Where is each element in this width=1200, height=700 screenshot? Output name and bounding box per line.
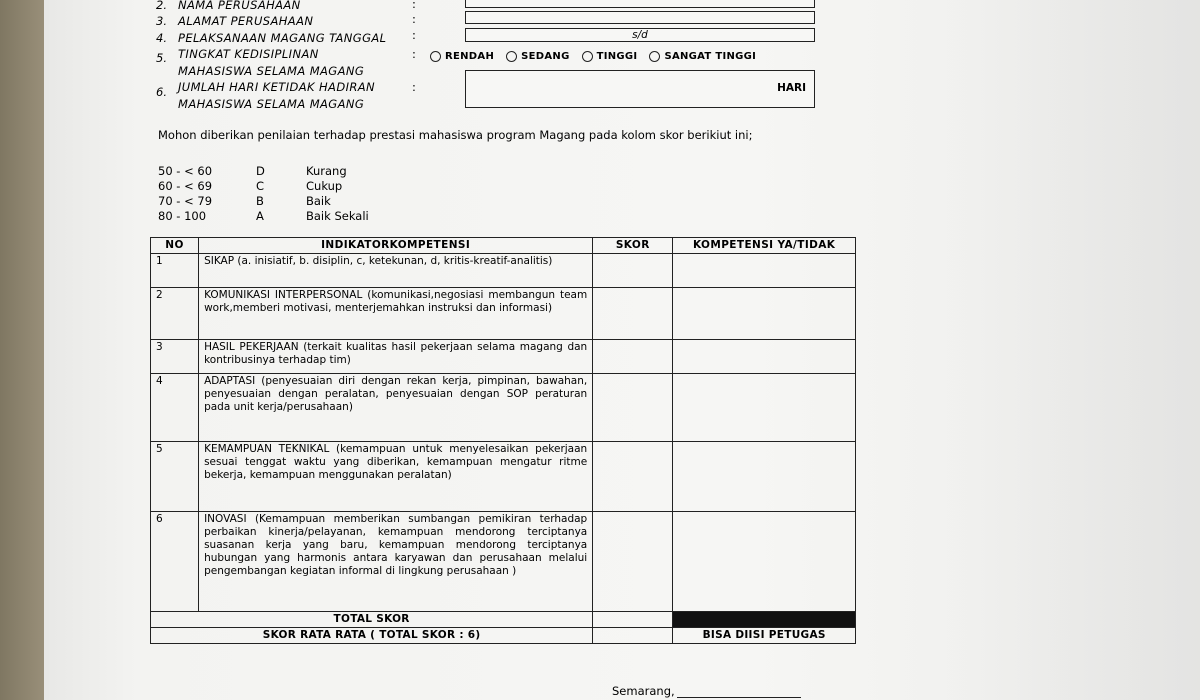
date-line[interactable]	[677, 697, 801, 698]
field-number: 5.	[156, 51, 167, 65]
score-cell[interactable]	[593, 374, 673, 442]
score-scale	[158, 164, 369, 224]
field-number: 3.	[156, 14, 167, 28]
row-indicator: ADAPTASI (penyesuaian diri dengan rekan kerja, pimpinan, bawahan, penyesuaian dengan peralatan, penyesuaian dengan SOP peraturan pada unit kerja/perusahaan)	[199, 374, 593, 442]
intro-text: Mohon diberikan penilaian terhadap prestasi mahasiswa program Magang pada kolom skor berikiut ini;	[158, 128, 753, 142]
radio-circle-icon[interactable]	[582, 51, 593, 62]
blacked-out-cell	[673, 612, 856, 628]
row-number: 1	[151, 254, 199, 288]
signature-place	[612, 684, 801, 698]
discipline-options	[430, 51, 756, 62]
table-row	[151, 288, 856, 340]
radio-circle-icon[interactable]	[506, 51, 517, 62]
scale-row: 70 - < 79 B Baik	[158, 194, 331, 208]
competence-cell[interactable]	[673, 288, 856, 340]
radio-circle-icon[interactable]	[649, 51, 660, 62]
company-address-field[interactable]	[465, 11, 815, 24]
field-colon: :	[412, 0, 416, 11]
absence-days-field[interactable]	[465, 70, 815, 108]
date-separator: s/d	[632, 29, 648, 41]
row-number: 6	[151, 512, 199, 612]
field-colon: :	[412, 80, 416, 94]
row-indicator: SIKAP (a. inisiatif, b. disiplin, c, ketekunan, d, kritis-kreatif-analitis)	[199, 254, 593, 288]
field-label-company-name: NAMA PERUSAHAAN	[178, 0, 301, 12]
competence-cell[interactable]	[673, 254, 856, 288]
field-number: 2.	[156, 0, 167, 12]
row-indicator: INOVASI (Kemampuan memberikan sumbangan pemikiran terhadap perbaikan kinerja/pelayanan, kemampuan mendorong terciptanya suasanan kerja yang baru, kemampuan mendorong terciptanya hubungan yang harmonis antara karyawan dan perusahaan melalui pengembangan kegiatan informal di lingkung perusahaan )	[199, 512, 593, 612]
field-label-internship-date: PELAKSANAAN MAGANG TANGGAL	[178, 31, 387, 45]
average-score-label: SKOR RATA RATA ( TOTAL SKOR : 6)	[151, 628, 593, 644]
field-colon: :	[412, 28, 416, 42]
field-label-company-address: ALAMAT PERUSAHAAN	[178, 14, 314, 28]
officer-note: BISA DIISI PETUGAS	[673, 628, 856, 644]
table-row	[151, 340, 856, 374]
table-row	[151, 254, 856, 288]
score-cell[interactable]	[593, 512, 673, 612]
field-label-discipline: TINGKAT KEDISIPLINAN MAHASISWA SELAMA MAGANG	[178, 47, 365, 78]
field-colon: :	[412, 12, 416, 26]
scale-row: 80 - 100 A Baik Sekali	[158, 209, 369, 223]
internship-date-field[interactable]	[465, 28, 815, 42]
row-number: 5	[151, 442, 199, 512]
competence-cell[interactable]	[673, 374, 856, 442]
row-indicator: KEMAMPUAN TEKNIKAL (kemampuan untuk menyelesaikan pekerjaan sesuai tenggat waktu yang diberikan, kemampuan mengatur ritme bekerja, kemampuan menggunakan peralatan)	[199, 442, 593, 512]
score-cell[interactable]	[593, 288, 673, 340]
row-number: 4	[151, 374, 199, 442]
row-indicator: KOMUNIKASI INTERPERSONAL (komunikasi,negosiasi membangun team work,memberi motivasi, menterjemahkan instruksi dan informasi)	[199, 288, 593, 340]
scale-row: 50 - < 60 D Kurang	[158, 164, 347, 178]
desk-background	[0, 0, 46, 700]
radio-tinggi[interactable]: TINGGI	[582, 51, 638, 62]
score-cell[interactable]	[593, 254, 673, 288]
competence-cell[interactable]	[673, 442, 856, 512]
radio-sangat-tinggi[interactable]: SANGAT TINGGI	[649, 51, 756, 62]
radio-rendah[interactable]: RENDAH	[430, 51, 494, 62]
table-row	[151, 512, 856, 612]
radio-circle-icon[interactable]	[430, 51, 441, 62]
radio-sedang[interactable]: SEDANG	[506, 51, 569, 62]
row-number: 2	[151, 288, 199, 340]
scale-row: 60 - < 69 C Cukup	[158, 179, 343, 193]
total-score-cell[interactable]	[593, 612, 673, 628]
row-indicator: HASIL PEKERJAAN (terkait kualitas hasil pekerjaan selama magang dan kontribusinya terhadap tim)	[199, 340, 593, 374]
field-colon: :	[412, 47, 416, 61]
competence-cell[interactable]	[673, 512, 856, 612]
table-row	[151, 442, 856, 512]
table-row	[151, 374, 856, 442]
competency-table	[150, 237, 856, 644]
header-competence: KOMPETENSI YA/TIDAK	[673, 238, 856, 254]
header-indicator: INDIKATORKOMPETENSI	[199, 238, 593, 254]
field-label-absence: JUMLAH HARI KETIDAK HADIRAN MAHASISWA SELAMA MAGANG	[178, 80, 376, 111]
score-cell[interactable]	[593, 340, 673, 374]
field-number: 6.	[156, 85, 167, 99]
company-name-field[interactable]	[465, 0, 815, 8]
absence-unit: HARI	[777, 82, 806, 94]
total-score-label: TOTAL SKOR	[151, 612, 593, 628]
table-header-row	[151, 238, 856, 254]
field-number: 4.	[156, 31, 167, 45]
competence-cell[interactable]	[673, 340, 856, 374]
city-label: Semarang,	[612, 684, 675, 698]
header-score: SKOR	[593, 238, 673, 254]
total-score-row	[151, 612, 856, 628]
average-score-row	[151, 628, 856, 644]
header-no: NO	[151, 238, 199, 254]
score-cell[interactable]	[593, 442, 673, 512]
row-number: 3	[151, 340, 199, 374]
average-score-cell[interactable]	[593, 628, 673, 644]
